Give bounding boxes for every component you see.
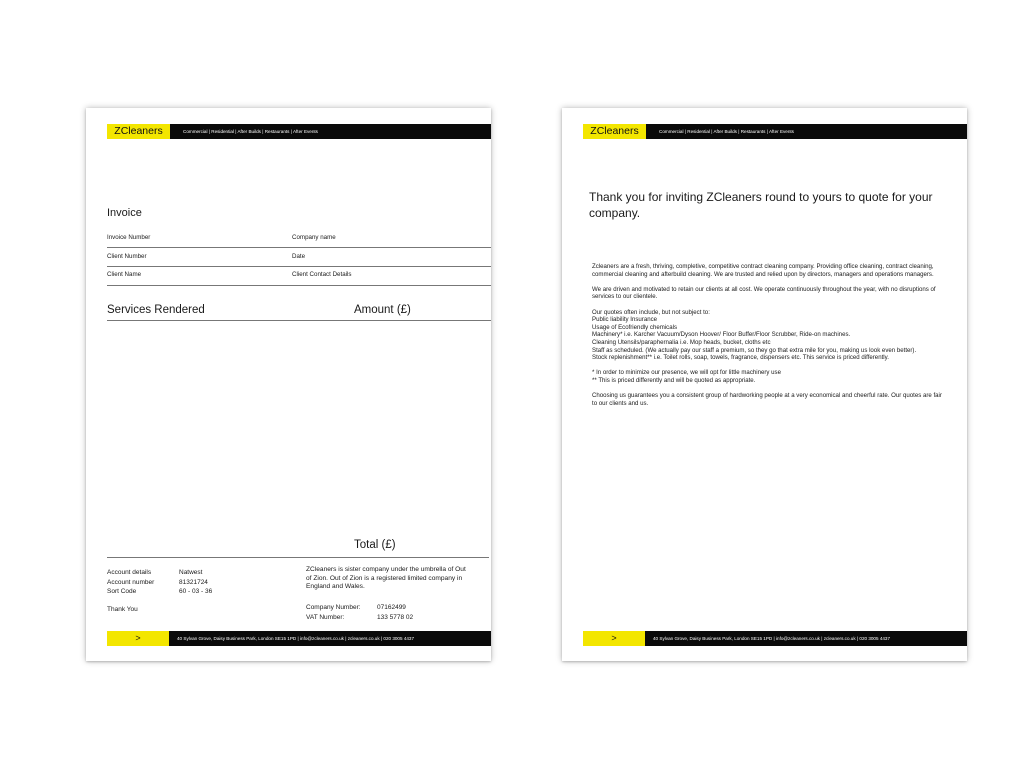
letter-body bbox=[592, 263, 944, 415]
invoice-page bbox=[86, 108, 491, 661]
letter-paragraph: Zcleaners are a fresh, thriving, completive, competitive contract cleaning company. Providing office cleaning, contract cleaning, commercial cleaning and afterbuild cleaning. We are trusted and relied upon by directors, managers and operations managers. bbox=[592, 263, 934, 278]
divider bbox=[107, 557, 489, 558]
company-number-label: Company Number: bbox=[306, 604, 361, 611]
footnote: ** This is priced differently and will be quoted as appropriate. bbox=[592, 376, 756, 384]
footer-address: 40 Sylvan Grove, Daisy Business Park, London SE15 1PD | info@zcleaners.co.uk | zcleaners.co.uk | 020 3005 4437 bbox=[653, 636, 891, 641]
footer-address: 40 Sylvan Grove, Daisy Business Park, London SE15 1PD | info@zcleaners.co.uk | zcleaners.co.uk | 020 3005 4437 bbox=[177, 636, 415, 641]
brand-tagline: Commercial | Residential | After Builds | Restaurants | After Events bbox=[183, 129, 318, 134]
arrow-icon: > bbox=[107, 631, 169, 646]
letter-heading: Thank you for inviting ZCleaners round to yours to quote for your company. bbox=[589, 190, 933, 220]
thank-you-text: Thank You bbox=[107, 606, 138, 613]
letter-closing: Choosing us guarantees you a consistent group of hardworking people at a very economical and cheerful rate. Our quotes are fair to our clients and us. bbox=[592, 392, 942, 407]
footnote: * In order to minimize our presence, we will opt for little machinery use bbox=[592, 369, 781, 377]
inclusions-list bbox=[592, 309, 944, 362]
brand-logo: ZCleaners bbox=[107, 124, 170, 139]
list-item: Staff as scheduled. (We actually pay our staff a premium, so they go that extra mile for you, making us look even better). bbox=[592, 346, 917, 354]
divider bbox=[107, 266, 491, 267]
invoice-title: Invoice bbox=[107, 207, 142, 219]
total-heading: Total (£) bbox=[354, 539, 396, 551]
brand-logo: ZCleaners bbox=[583, 124, 646, 139]
list-item: Machinery* i.e. Karcher Vacuum/Dyson Hoover/ Floor Buffer/Floor Scrubber, Ride-on machines. bbox=[592, 331, 851, 339]
list-item: Public liability Insurance bbox=[592, 316, 658, 324]
account-number-label: Account number bbox=[107, 579, 155, 586]
quote-letter-page bbox=[562, 108, 967, 661]
vat-number-value: 133 5778 02 bbox=[377, 614, 414, 621]
arrow-icon: > bbox=[583, 631, 645, 646]
sort-code-label: Sort Code bbox=[107, 588, 137, 595]
divider bbox=[107, 320, 491, 321]
list-item: Cleaning Utensils/paraphernalia i.e. Mop heads, bucket, cloths etc bbox=[592, 338, 771, 346]
services-rendered-heading: Services Rendered bbox=[107, 304, 205, 316]
company-number-value: 07162499 bbox=[377, 604, 406, 611]
list-item: Usage of Ecofriendly chemicals bbox=[592, 323, 678, 331]
list-item: Stock replenishment** i.e. Toilet rolls, soap, towels, fragrance, dispensers etc. This service is priced differently. bbox=[592, 354, 889, 362]
sort-code-value: 60 - 03 - 36 bbox=[179, 588, 213, 595]
brand-tagline: Commercial | Residential | After Builds | Restaurants | After Events bbox=[659, 129, 794, 134]
list-intro: Our quotes often include, but not subject to: bbox=[592, 308, 710, 316]
account-details-value: Natwest bbox=[179, 569, 203, 576]
page-header-bar bbox=[583, 124, 967, 139]
vat-number-label: VAT Number: bbox=[306, 614, 345, 621]
date-label: Date bbox=[292, 253, 306, 260]
company-name-label: Company name bbox=[292, 234, 336, 241]
letter-paragraph: We are driven and motivated to retain our clients at all cost. We operate continuously throughout the year, with no disruptions of services to our clientele. bbox=[592, 285, 936, 301]
client-name-label: Client Name bbox=[107, 271, 142, 278]
amount-heading: Amount (£) bbox=[354, 304, 411, 316]
divider bbox=[107, 247, 491, 248]
invoice-number-label: Invoice Number bbox=[107, 234, 151, 241]
client-contact-label: Client Contact Details bbox=[292, 271, 352, 278]
page-footer-bar bbox=[583, 631, 967, 646]
footnotes bbox=[592, 369, 944, 384]
account-details-label: Account details bbox=[107, 569, 152, 576]
client-number-label: Client Number bbox=[107, 253, 147, 260]
account-number-value: 81321724 bbox=[179, 579, 208, 586]
company-note: ZCleaners is sister company under the umbrella of Out of Zion. Out of Zion is a registered limited company in England and Wales. bbox=[306, 566, 466, 591]
page-header-bar bbox=[107, 124, 491, 139]
divider bbox=[107, 285, 491, 286]
page-footer-bar bbox=[107, 631, 491, 646]
